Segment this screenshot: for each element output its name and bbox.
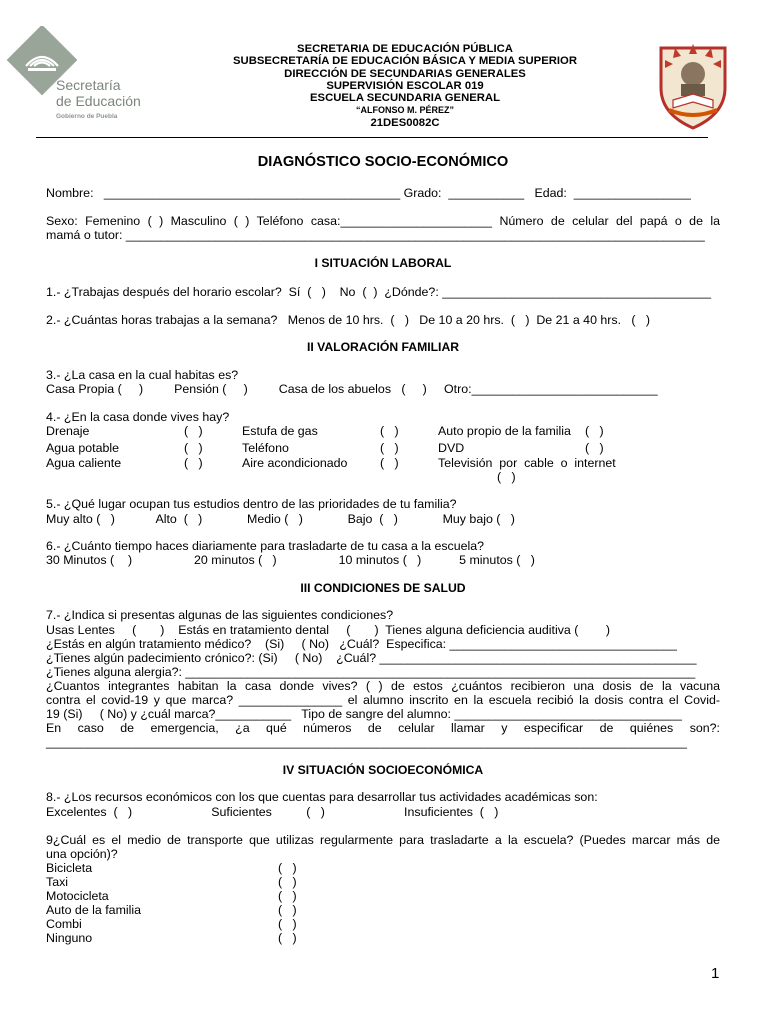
q4-agua-potable: Agua potable <box>46 441 120 455</box>
q4-checkbox[interactable]: ( ) <box>497 470 516 484</box>
question-6: 6.- ¿Cuánto tiempo haces diariamente para trasladarte de tu casa a la escuela? <box>46 539 485 553</box>
section-condiciones-salud: III CONDICIONES DE SALUD <box>300 581 466 595</box>
q9-ninguno: Ninguno <box>46 931 93 945</box>
q9-auto-familia: Auto de la familia <box>46 903 142 917</box>
q4-auto: Auto propio de la familia <box>438 424 571 438</box>
section-valoracion-familiar: II VALORACIÓN FAMILIAR <box>306 340 460 354</box>
logo-text-2: de Educación <box>56 93 141 109</box>
q4-checkbox[interactable]: ( ) <box>184 424 203 438</box>
logo-text-3: Gobierno de Puebla <box>56 113 118 120</box>
q9-combi: Combi <box>46 917 82 931</box>
question-7-line-7[interactable]: 19 (Si) ( No) y ¿cuál marca?___________ Tipo de sangre del alumno: _________________________________ <box>46 707 682 721</box>
q4-checkbox[interactable]: ( ) <box>585 441 604 455</box>
q4-checkbox[interactable]: ( ) <box>184 441 203 455</box>
question-9-line-2: una opción)? <box>46 847 118 861</box>
tutor-line[interactable]: mamá o tutor: ____________________________________________________________________________________ <box>46 228 705 242</box>
document-header <box>160 43 650 129</box>
question-5: 5.- ¿Qué lugar ocupan tus estudios dentro de las prioridades de tu familia? <box>46 497 457 511</box>
q4-checkbox[interactable]: ( ) <box>380 456 399 470</box>
question-5-options[interactable]: Muy alto ( ) Alto ( ) Medio ( ) Bajo ( ) Muy bajo ( ) <box>46 512 515 526</box>
sexo-line[interactable]: Sexo: Femenino ( ) Masculino ( ) Teléfono casa:______________________ Número de celular del papá o de la <box>46 214 720 228</box>
q4-agua-caliente: Agua caliente <box>46 456 122 470</box>
question-7: 7.- ¿Indica si presentas algunas de las siguientes condiciones? <box>46 608 394 622</box>
school-crest-icon <box>655 40 731 130</box>
header-line-6: “ALFONSO M. PÉREZ” <box>355 105 454 116</box>
question-7-line-5[interactable]: ¿Cuantos integrantes habitan la casa donde vives? ( ) de estos ¿cuántos recibieron una dosis de la vacuna <box>46 679 720 693</box>
section-situacion-laboral: I SITUACIÓN LABORAL <box>314 256 452 270</box>
q4-estufa: Estufa de gas <box>242 424 318 438</box>
question-6-options[interactable]: 30 Minutos ( ) 20 minutos ( ) 10 minutos ( ) 5 minutos ( ) <box>46 553 535 567</box>
header-line-4: SUPERVISIÓN ESCOLAR 019 <box>326 79 484 92</box>
q9-checkbox[interactable]: ( ) <box>278 931 297 945</box>
q4-television: Televisión por cable o internet <box>438 456 616 470</box>
q4-checkbox[interactable]: ( ) <box>380 424 399 438</box>
question-7-line-3[interactable]: ¿Tienes algún padecimiento crónico?: (Si) ( No) ¿Cuál? ______________________________________________ <box>46 651 697 665</box>
section-situacion-socioeconomica: IV SITUACIÓN SOCIOECONÓMICA <box>282 763 484 777</box>
secretaria-educacion-logo <box>4 26 154 126</box>
header-line-1: SECRETARIA DE EDUCACIÓN PÚBLICA <box>297 43 513 55</box>
question-7-line-1[interactable]: Usas Lentes ( ) Estás en tratamiento dental ( ) Tienes alguna deficiencia auditiva ( ) <box>46 623 611 637</box>
header-line-2: SUBSECRETARÍA DE EDUCACIÓN BÁSICA Y MEDIA SUPERIOR <box>233 55 577 68</box>
question-2[interactable]: 2.- ¿Cuántas horas trabajas a la semana? Menos de 10 hrs. ( ) De 10 a 20 hrs. ( ) De 21 a 40 hrs. ( ) <box>46 313 650 327</box>
question-4: 4.- ¿En la casa donde vives hay? <box>46 410 230 424</box>
q9-checkbox[interactable]: ( ) <box>278 889 297 903</box>
question-7-line-9[interactable]: _____________________________________________________________________________________________ <box>46 735 687 749</box>
question-7-line-4[interactable]: ¿Tienes alguna alergia?: __________________________________________________________________________ <box>46 665 696 679</box>
header-line-5: ESCUELA SECUNDARIA GENERAL <box>310 92 500 105</box>
question-3-options[interactable]: Casa Propia ( ) Pensión ( ) Casa de los abuelos ( ) Otro:___________________________ <box>46 382 658 396</box>
question-1[interactable]: 1.- ¿Trabajas después del horario escolar? Sí ( ) No ( ) ¿Dónde?: _______________________________________ <box>46 285 711 299</box>
q4-checkbox[interactable]: ( ) <box>184 456 203 470</box>
q9-checkbox[interactable]: ( ) <box>278 903 297 917</box>
question-7-line-8[interactable]: En caso de emergencia, ¿a qué números de celular llamar y especificar de quiénes son?: <box>46 721 720 735</box>
header-divider <box>36 137 708 138</box>
question-7-line-6[interactable]: contra el covid-19 y que marca? _______________ el alumno inscrito en la escuela recibió la dosis contra el Covid- <box>46 693 720 707</box>
q4-dvd: DVD <box>438 441 465 455</box>
q9-bicicleta: Bicicleta <box>46 861 93 875</box>
q4-checkbox[interactable]: ( ) <box>585 424 604 438</box>
document-title: DIAGNÓSTICO SOCIO-ECONÓMICO <box>257 154 509 170</box>
q9-checkbox[interactable]: ( ) <box>278 875 297 889</box>
question-9-line-1: 9¿Cuál es el medio de transporte que utilizas regularmente para trasladarte a la escuela? (Puedes marcar más de <box>46 833 720 847</box>
question-3: 3.- ¿La casa en la cual habitas es? <box>46 368 239 382</box>
q9-motocicleta: Motocicleta <box>46 889 109 903</box>
q4-telefono: Teléfono <box>242 441 289 455</box>
header-line-3: DIRECCIÓN DE SECUNDARIAS GENERALES <box>284 67 526 80</box>
q4-drenaje: Drenaje <box>46 424 90 438</box>
q4-aire: Aire acondicionado <box>242 456 348 470</box>
q9-checkbox[interactable]: ( ) <box>278 917 297 931</box>
logo-text-1: Secretaría <box>56 77 121 93</box>
header-line-7: 21DES0082C <box>370 116 440 129</box>
question-7-line-2[interactable]: ¿Estás en algún tratamiento médico? (Si) ( No) ¿Cuál? Especifica: _________________________________ <box>46 637 677 651</box>
page-number: 1 <box>711 965 720 982</box>
q9-taxi: Taxi <box>46 875 69 889</box>
question-8: 8.- ¿Los recursos económicos con los que cuentas para desarrollar tus actividades académicas son: <box>46 790 598 804</box>
nombre-line[interactable]: Nombre: ___________________________________________ Grado: ___________ Edad: _________________ <box>46 186 691 200</box>
question-8-options[interactable]: Excelentes ( ) Suficientes ( ) Insuficientes ( ) <box>46 805 499 819</box>
q4-checkbox[interactable]: ( ) <box>380 441 399 455</box>
q9-checkbox[interactable]: ( ) <box>278 861 297 875</box>
